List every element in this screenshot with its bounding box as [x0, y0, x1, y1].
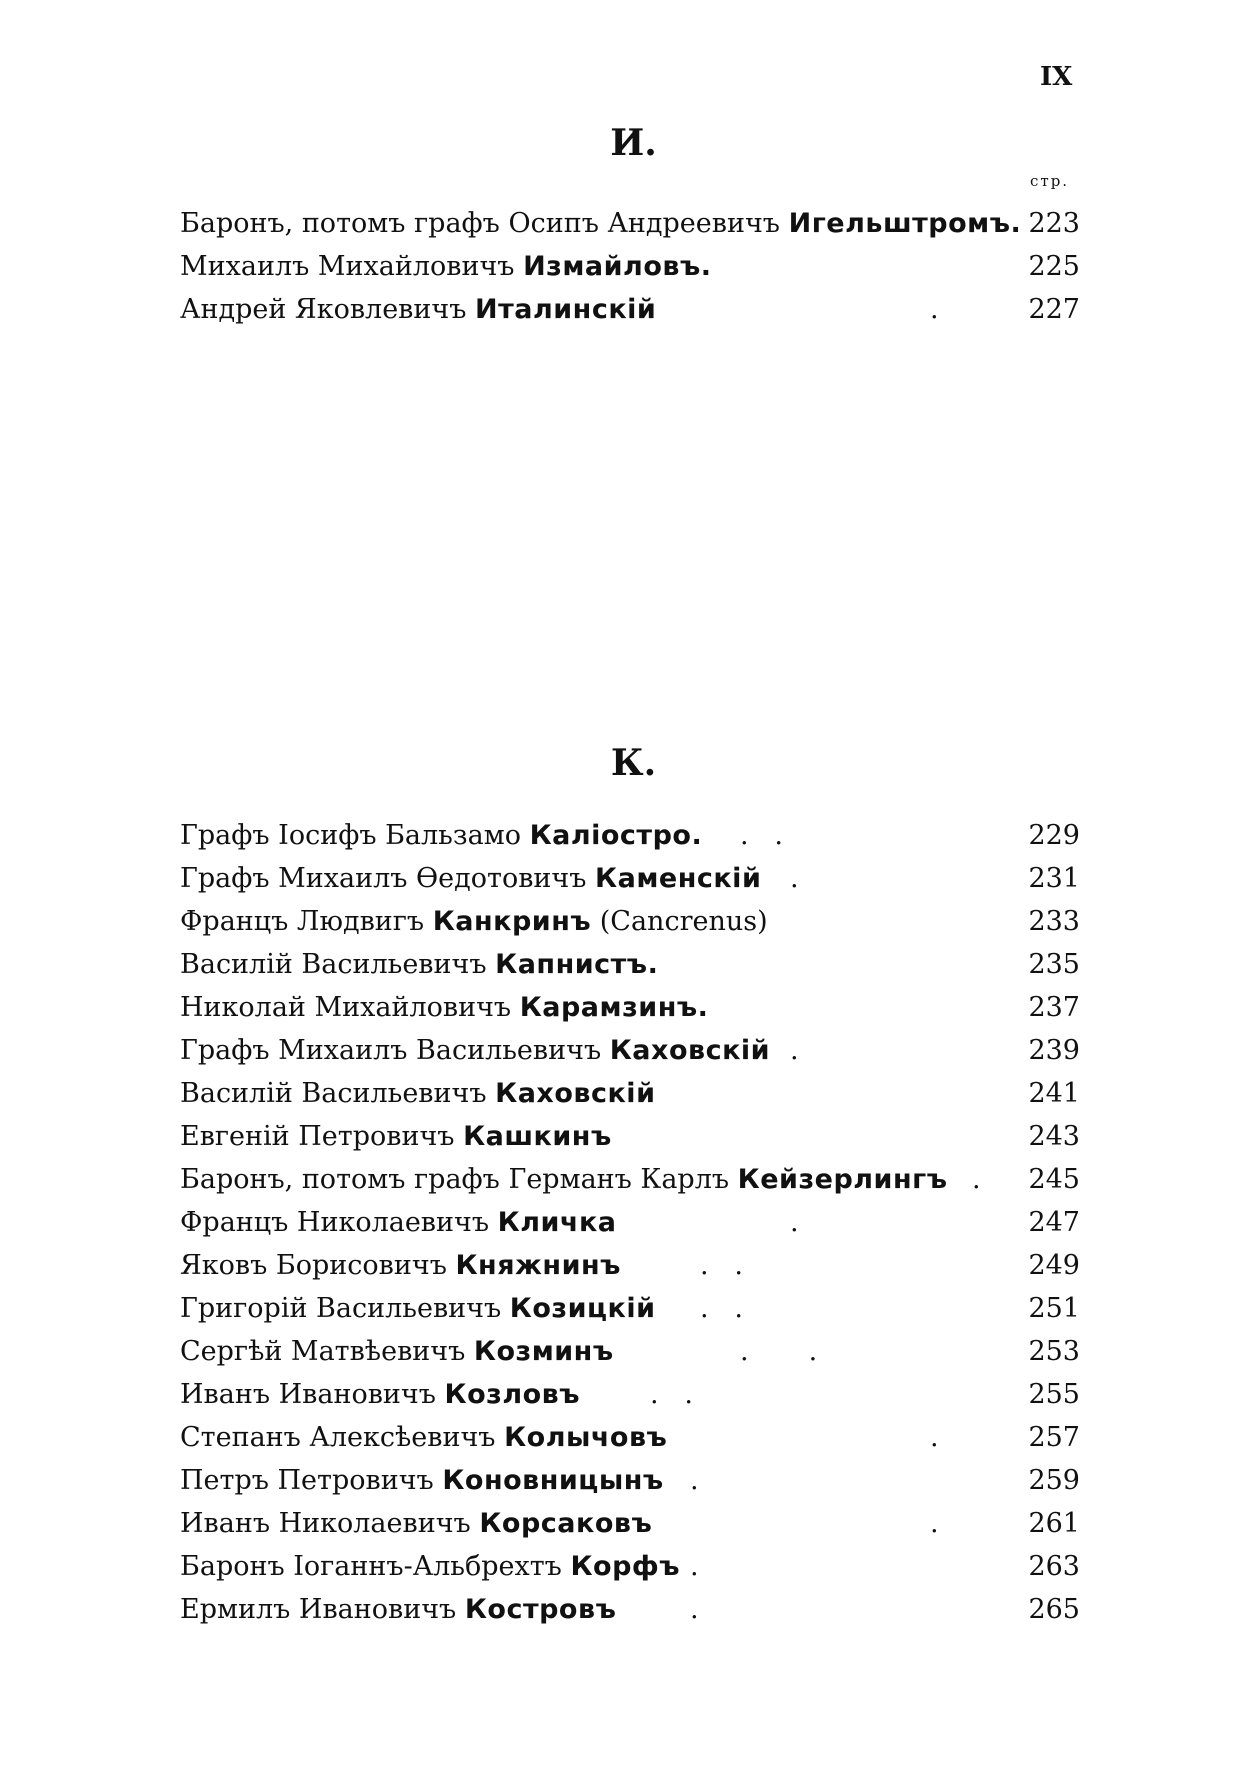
entry-page: 247	[1028, 1207, 1080, 1238]
index-entry	[180, 1588, 1080, 1631]
entry-dots: . .	[700, 1250, 743, 1281]
entry-name: Сергѣй Матвѣевичъ	[180, 1336, 466, 1367]
entry-surname: Капнистъ.	[495, 949, 659, 980]
entry-surname: Каховскій	[609, 1035, 771, 1066]
entry-name: Графъ Михаилъ Өедотовичъ	[180, 863, 587, 894]
entry-name: Евгеній Петровичъ	[180, 1121, 455, 1152]
entry-name: Иванъ Николаевичъ	[180, 1508, 471, 1539]
entry-name: Францъ Николаевичъ	[180, 1207, 490, 1238]
index-entry	[180, 1244, 1080, 1287]
entry-surname: Кейзерлингъ	[737, 1164, 948, 1195]
entry-dots: .	[690, 1465, 699, 1496]
entry-surname: Корфъ	[570, 1551, 680, 1582]
index-entry	[180, 1502, 1080, 1545]
entry-page: 229	[1028, 820, 1080, 851]
entry-surname: Костровъ	[464, 1594, 617, 1625]
section-k-entries	[180, 814, 1080, 1631]
entry-name: Михаилъ Михайловичъ	[180, 251, 515, 282]
entry-page: 253	[1028, 1336, 1080, 1367]
entry-name: Графъ Іосифъ Бальзамо	[180, 820, 521, 851]
entry-extra: (Cancrenus)	[599, 906, 768, 937]
entry-surname: Италинскій	[475, 294, 657, 325]
entry-surname: Кашкинъ	[463, 1121, 612, 1152]
entry-page: 227	[1028, 294, 1080, 325]
page-column-header: стр.	[1030, 172, 1070, 190]
entry-dots: .	[790, 1207, 799, 1238]
index-entry	[180, 1201, 1080, 1244]
section-letter-k: К.	[610, 742, 657, 784]
index-entry	[180, 202, 1080, 245]
entry-surname: Каменскій	[595, 863, 762, 894]
index-entry	[180, 943, 1080, 986]
entry-page: 249	[1028, 1250, 1080, 1281]
entry-name: Василій Васильевичъ	[180, 1078, 487, 1109]
index-entry	[180, 1287, 1080, 1330]
entry-surname: Козловъ	[444, 1379, 581, 1410]
entry-dots: .	[930, 1422, 939, 1453]
entry-surname: Кличка	[497, 1207, 617, 1238]
entry-name: Василій Васильевичъ	[180, 949, 487, 980]
entry-dots: .	[930, 1508, 939, 1539]
entry-page: 245	[1028, 1164, 1080, 1195]
entry-page: 235	[1028, 949, 1080, 980]
entry-name: Степанъ Алексѣевичъ	[180, 1422, 496, 1453]
entry-surname: Каліостро.	[529, 820, 703, 851]
entry-name: Ермилъ Ивановичъ	[180, 1594, 457, 1625]
entry-name: Петръ Петровичъ	[180, 1465, 434, 1496]
index-entry	[180, 1416, 1080, 1459]
entry-name: Григорій Васильевичъ	[180, 1293, 502, 1324]
index-entry	[180, 1373, 1080, 1416]
entry-page: 231	[1028, 863, 1080, 894]
entry-name: Баронъ, потомъ графъ Осипъ Андреевичъ	[180, 208, 780, 239]
entry-surname: Колычовъ	[504, 1422, 668, 1453]
entry-dots: . .	[700, 1293, 743, 1324]
entry-surname: Коновницынъ	[442, 1465, 664, 1496]
entry-page: 257	[1028, 1422, 1080, 1453]
entry-page: 223	[1028, 208, 1080, 239]
entry-page: 261	[1028, 1508, 1080, 1539]
entry-surname: Игельштромъ.	[788, 208, 1022, 239]
entry-dots: .	[690, 1594, 699, 1625]
index-entry	[180, 288, 1080, 331]
entry-page: 239	[1028, 1035, 1080, 1066]
entry-dots: . .	[740, 820, 783, 851]
entry-dots: . .	[740, 1336, 818, 1367]
entry-surname: Козминъ	[473, 1336, 614, 1367]
entry-dots: .	[790, 1035, 799, 1066]
entry-page: 265	[1028, 1594, 1080, 1625]
entry-name: Баронъ, потомъ графъ Германъ Карлъ	[180, 1164, 730, 1195]
index-entry	[180, 900, 1080, 943]
entry-surname: Козицкій	[509, 1293, 656, 1324]
index-entry	[180, 1158, 1080, 1201]
entry-surname: Карамзинъ.	[519, 992, 709, 1023]
entry-page: 259	[1028, 1465, 1080, 1496]
page-number: IX	[1040, 62, 1073, 92]
entry-page: 263	[1028, 1551, 1080, 1582]
entry-name: Францъ Людвигъ	[180, 906, 425, 937]
index-entry	[180, 245, 1080, 288]
index-entry	[180, 814, 1080, 857]
section-letter-i: И.	[610, 122, 657, 164]
entry-dots: .	[930, 294, 939, 325]
entry-name: Баронъ Іоганнъ-Альбрехтъ	[180, 1551, 562, 1582]
entry-surname: Княжнинъ	[455, 1250, 621, 1281]
entry-page: 243	[1028, 1121, 1080, 1152]
index-entry	[180, 1330, 1080, 1373]
index-entry	[180, 1029, 1080, 1072]
index-entry	[180, 1545, 1080, 1588]
index-entry	[180, 1072, 1080, 1115]
entry-surname: Каховскій	[495, 1078, 656, 1109]
entry-dots: .	[690, 1551, 699, 1582]
entry-name: Иванъ Ивановичъ	[180, 1379, 436, 1410]
section-i-entries	[180, 202, 1080, 331]
index-entry	[180, 1459, 1080, 1502]
entry-dots: .	[972, 1164, 981, 1195]
index-entry	[180, 986, 1080, 1029]
entry-page: 233	[1028, 906, 1080, 937]
entry-page: 255	[1028, 1379, 1080, 1410]
entry-page: 251	[1028, 1293, 1080, 1324]
index-entry	[180, 857, 1080, 900]
entry-page: 241	[1028, 1078, 1080, 1109]
entry-name: Графъ Михаилъ Васильевичъ	[180, 1035, 602, 1066]
entry-name: Николай Михайловичъ	[180, 992, 512, 1023]
entry-surname: Измайловъ.	[523, 251, 712, 282]
entry-dots: .	[790, 863, 799, 894]
entry-name: Андрей Яковлевичъ	[180, 294, 467, 325]
entry-page: 225	[1028, 251, 1080, 282]
entry-dots: . .	[650, 1379, 693, 1410]
entry-name: Яковъ Борисовичъ	[180, 1250, 447, 1281]
entry-surname: Канкринъ	[432, 906, 592, 937]
entry-surname: Корсаковъ	[479, 1508, 653, 1539]
entry-page: 237	[1028, 992, 1080, 1023]
index-entry	[180, 1115, 1080, 1158]
